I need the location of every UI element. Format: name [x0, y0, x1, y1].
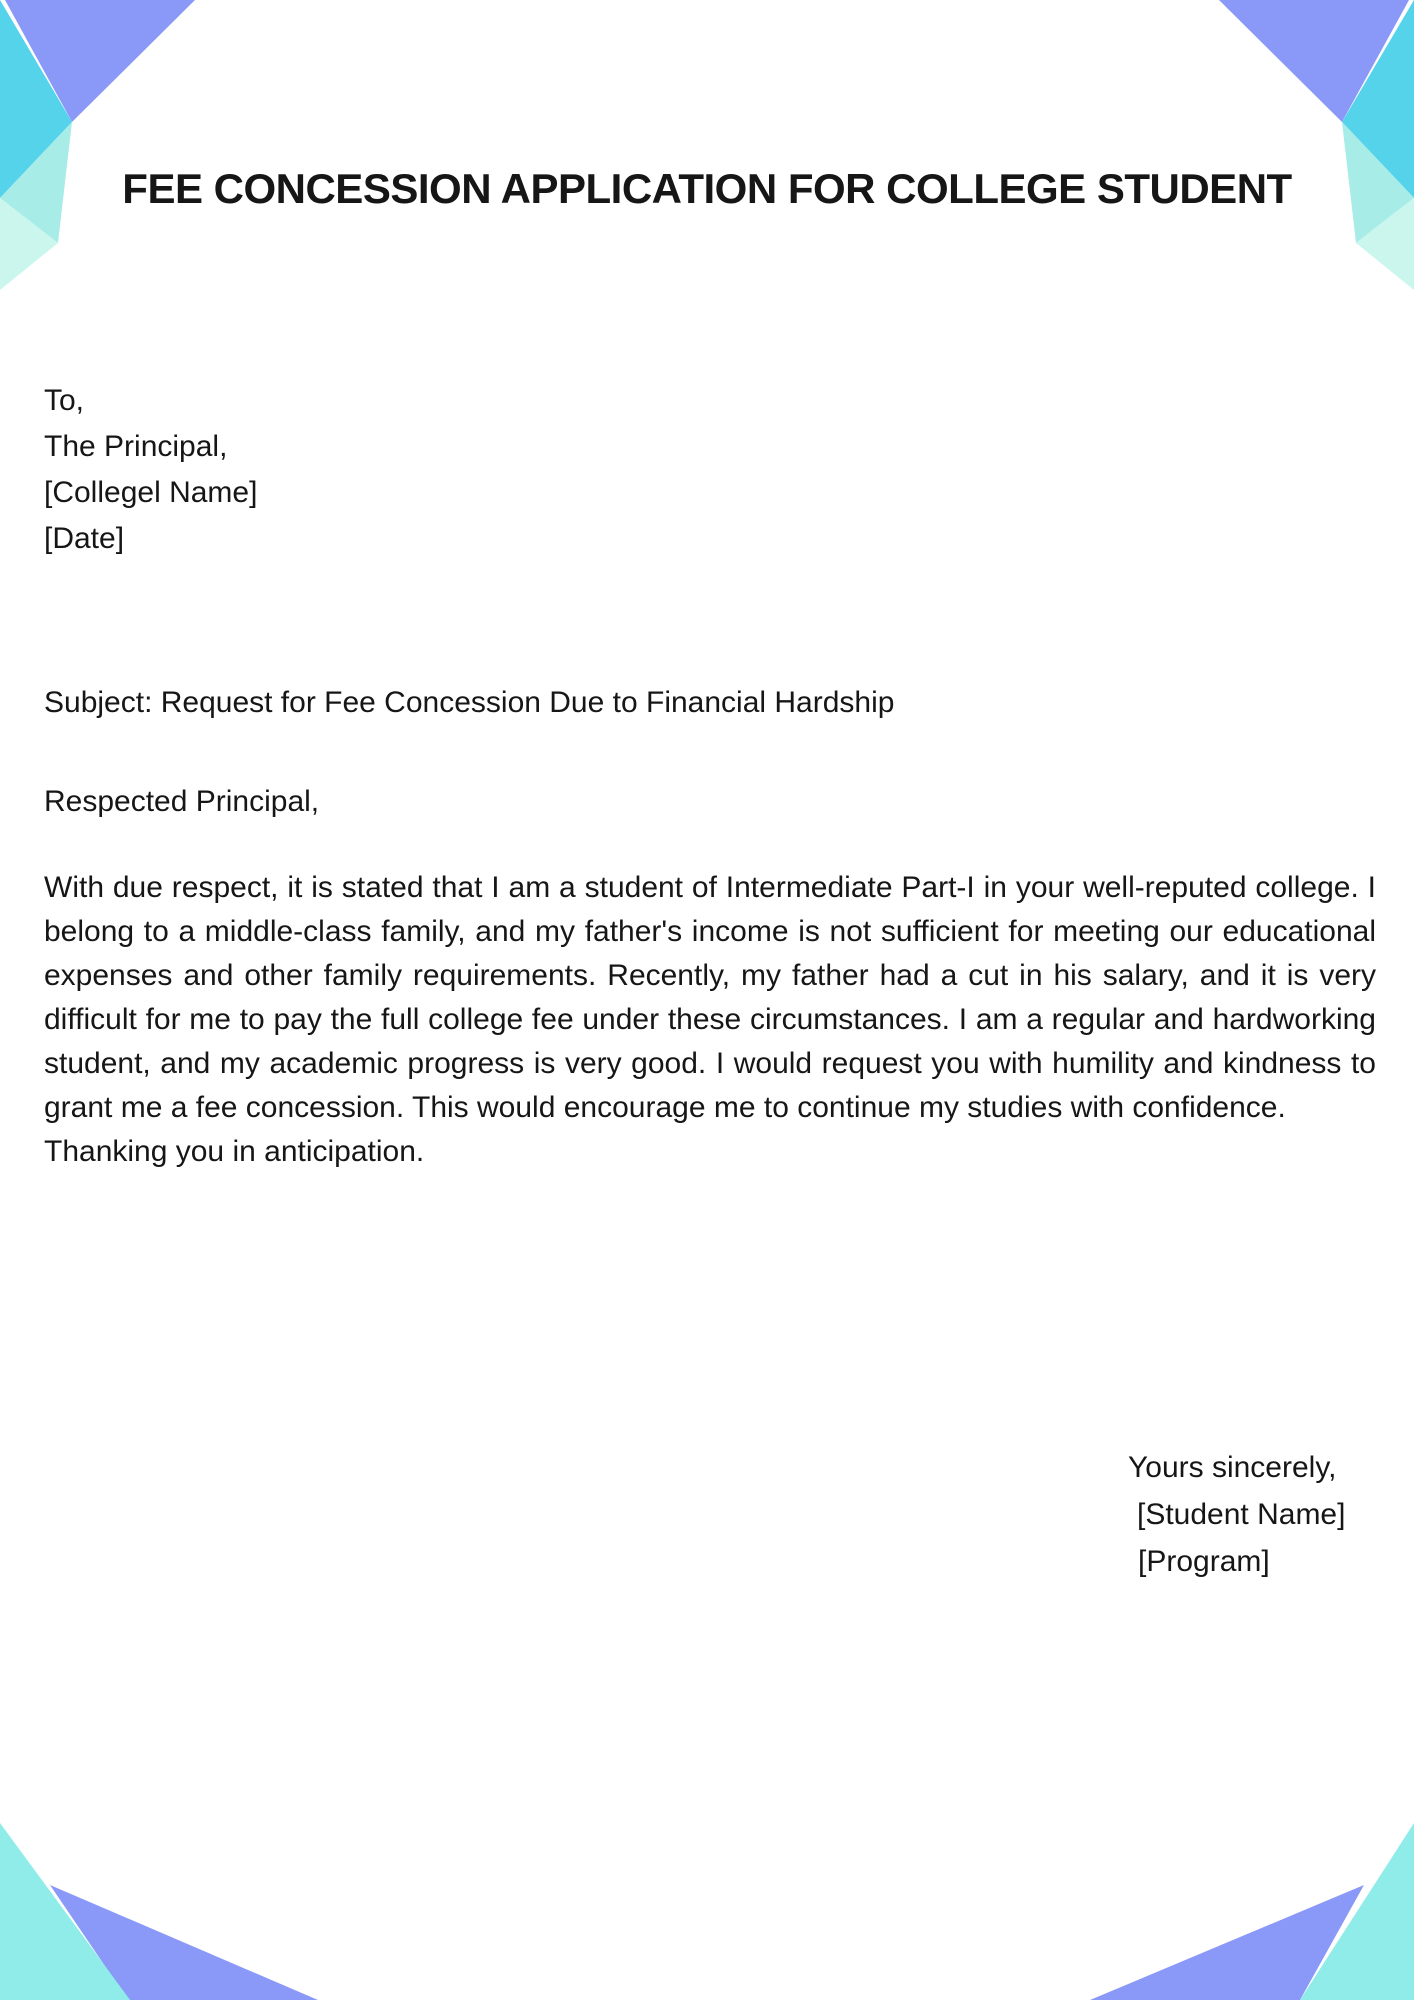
signature-program-placeholder: [Program]: [1138, 1545, 1270, 1578]
signature-name-placeholder: [Student Name]: [1137, 1498, 1346, 1531]
subject-line: Subject: Request for Fee Concession Due to Financial Hardship: [44, 686, 895, 719]
document-title: FEE CONCESSION APPLICATION FOR COLLEGE STUDENT: [122, 165, 1292, 212]
recipient-to-line: To,: [44, 384, 85, 417]
letter-body: [44, 866, 1376, 1174]
recipient-college-placeholder: [Collegel Name]: [44, 476, 258, 509]
signature-closing: Yours sincerely,: [1128, 1451, 1337, 1484]
body-paragraph: With due respect, it is stated that I am a student of Intermediate Part-I in your well-reputed college. I belong to a middle-class family, and my father's income is not sufficient for meeting our educational expenses and other family requirements. Recently, my father had a cut in his salary, and it is very difficult for me to pay the full college fee under these circumstances. I am a regular and hardworking student, and my academic progress is very good. I would request you with humility and kindness to grant me a fee concession. This would encourage me to continue my studies with confidence.: [44, 871, 1376, 1124]
recipient-principal-line: The Principal,: [44, 430, 228, 463]
salutation: Respected Principal,: [44, 785, 320, 818]
recipient-date-placeholder: [Date]: [44, 522, 125, 555]
recipient-block: [44, 378, 257, 562]
signature-block: [1128, 1444, 1345, 1585]
closing-line: Thanking you in anticipation.: [44, 1135, 425, 1168]
